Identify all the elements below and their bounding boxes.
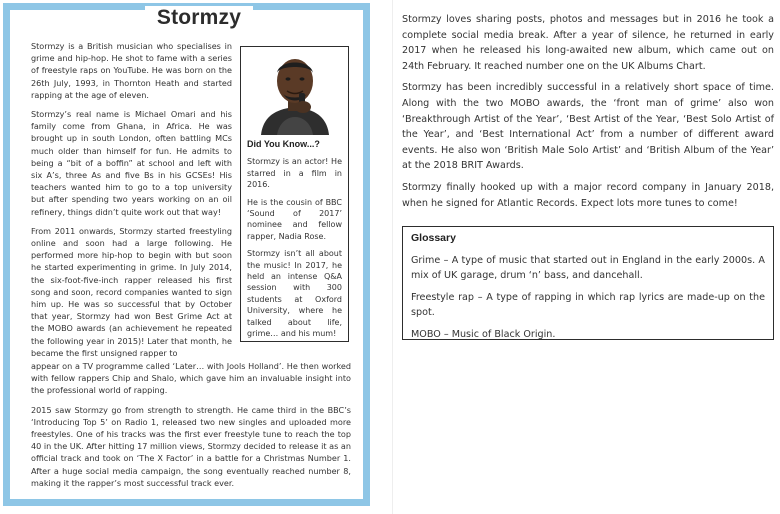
glossary-grime: Grime – A type of music that started out in England in the early 2000s. A mix of UK garage, drum ‘n’ bass, and dancehall.: [411, 254, 765, 282]
intro-continued-column: [31, 360, 351, 496]
glossary-box: [402, 226, 774, 340]
fact-1: Stormzy is an actor! He starred in a film in 2016.: [247, 157, 342, 190]
title-wrap: [145, 6, 253, 30]
intro-paragraph-2: Stormzy’s real name is Michael Omari and his family come from Ghana, in Africa. He was brought up in south London, often battling MCs much older than himself for fun. He admits to being a “bit of a boffin” at school and left with six A’s, three As and five Bs in his GCSEs! His teachers wanted him to go to a top university but after spending two years working on an oil refinery, things didn’t quite work out that way!: [31, 109, 232, 217]
intro-paragraph-3: From 2011 onwards, Stormzy started freestyling online and soon had a large following. He performed more hip-hop to begin with but soon he started experimenting in grime. In July 2014, the six-foot-five-inch rapper released his first song and soon, record companies wanted to sign him up. He was so successful that by October that year, Stormzy had won Best Grime Act at the MOBO awards (an achievement he repeated the following year in 2015)! Later that month, he became the first unsigned rapper to: [31, 225, 232, 358]
right-paragraph-2: Stormzy has been incredibly successful in a relatively short space of time. Along with the two MOBO awards, the ‘front man of grime’ also won ‘Breakthrough Artist of the Year’, ‘Best Artist of the Year, ‘Best Solo Artist of the Year’, and ‘Best International Act’ from a number of different award events. He also won ‘British Male Solo Artist’ and ‘British Album of the Year’ at the 2018 BRIT Awards.: [402, 82, 774, 172]
right-paragraph-3: Stormzy finally hooked up with a major record company in January 2018, when he signed for Atlantic Records. Expect lots more tunes to come!: [402, 181, 774, 209]
intro-column: [31, 40, 232, 359]
intro-paragraph-4: 2015 saw Stormzy go from strength to strength. He came third in the BBC’s ‘Introducing Top 5’ on Radio 1, released two new singles and uploaded more freestyles. One of his tracks was the first ever freestyle tune to reach the top 40 in the UK. After hitting 17 million views, Stormzy decided to release it as an official track and took on ‘The X Factor’ in a battle for a Christmas Number 1. After a huge social media campaign, the song eventually reached number 8, making it the rapper’s most successful track ever.: [31, 404, 351, 488]
glossary-heading: Glossary: [411, 232, 456, 244]
glossary-freestyle: Freestyle rap – A type of rapping in which rap lyrics are made-up on the spot.: [411, 291, 765, 319]
glossary-mobo: MOBO – Music of Black Origin.: [411, 328, 556, 340]
continued-article: [402, 12, 774, 217]
intro-paragraph-3-continued: appear on a TV programme called ‘Later… with Jools Holland’. He then worked with fellow rappers Chip and Shalo, which gave him an invaluable insight into the professional world of rapping.: [31, 361, 351, 396]
fact-sheet-left-page: [3, 3, 370, 506]
did-you-know-heading: Did You Know...?: [247, 139, 320, 149]
intro-paragraph-1: Stormzy is a British musician who specialises in grime and hip-hop. He shot to fame with a series of freestyle raps on YouTube. He was born on the 26th July, 1993, in Thornton Heath and started rapping at the age of eleven.: [31, 41, 232, 100]
page-divider: [392, 0, 393, 514]
did-you-know-box: [240, 46, 349, 342]
fact-3: Stormzy isn’t all about the music! In 2017, he held an intense Q&A session with 300 students at Oxford University, where he talked about life, grime… and his mum!: [247, 249, 342, 339]
rapper-portrait-icon: [253, 51, 337, 135]
page-title: Stormzy: [156, 6, 242, 29]
right-paragraph-1: Stormzy loves sharing posts, photos and messages but in 2016 he took a complete social media break. After a year of silence, he returned in early 2017 when he released his long-awaited new album, which came out on 24th February. It reached number one on the UK Albums Chart.: [402, 14, 774, 72]
fact-2: He is the cousin of BBC ‘Sound of 2017’ nominee and fellow rapper, Nadia Rose.: [247, 197, 342, 241]
